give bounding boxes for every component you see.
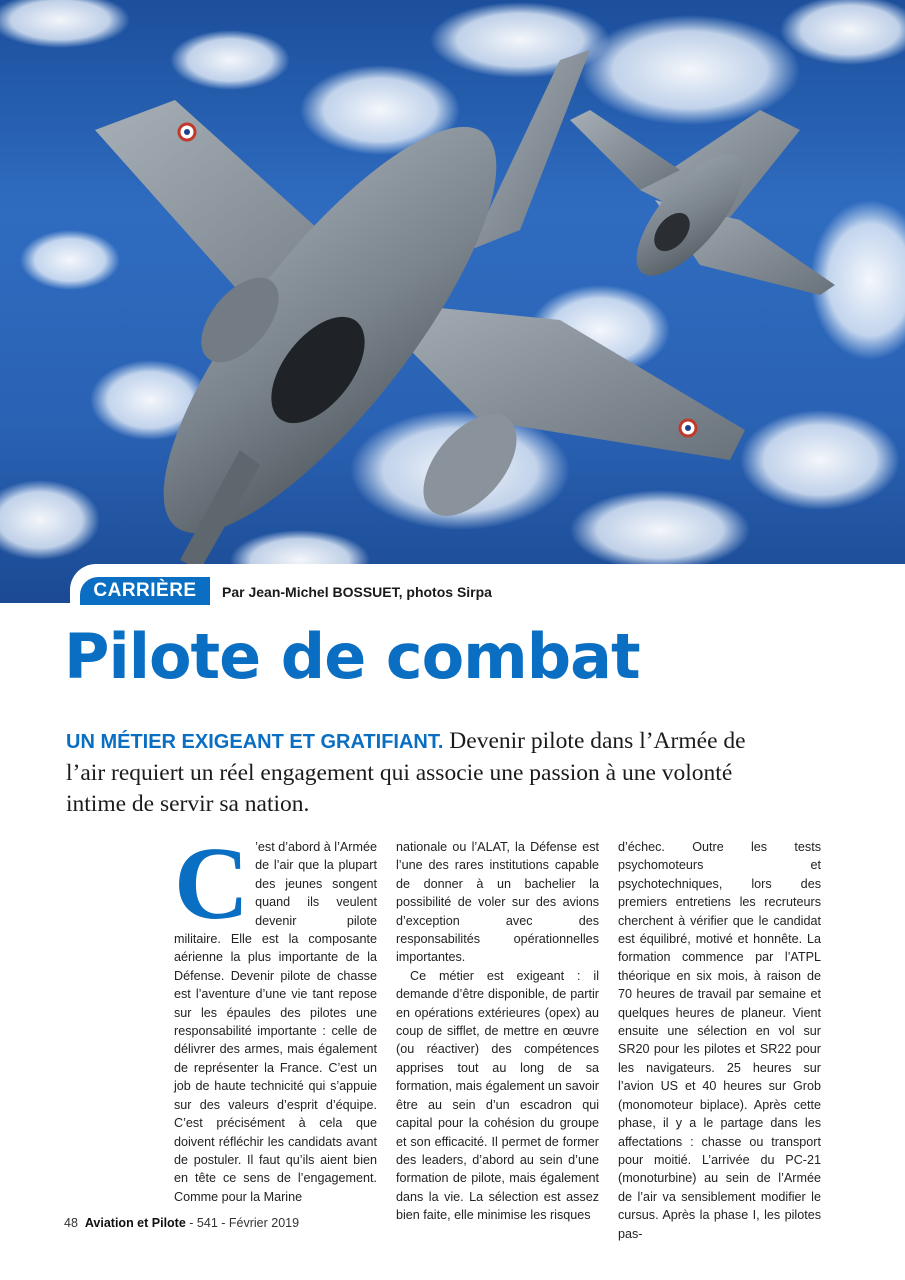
article-standfirst — [66, 726, 786, 820]
body-column-1 — [174, 826, 377, 1206]
column-2-paragraph-2: Ce métier est exigeant : il demande d’être disponible, de partir en opérations extérieures (opex) au coup de sifflet, de mettre en œuvre (ou réactiver) des compétences apprises tout au long de sa formation, mais également un savoir être au sein d’un escadron qui capital pour la cohésion du groupe et son efficacité. Il permet de former des leaders, d’abord au sein d’une formation de pilote, mais également dans la vie. La sélection est assez bien faite, elle minimise les risques — [396, 968, 599, 1223]
hero-photo — [0, 0, 905, 603]
rafale-jets-illustration — [0, 0, 905, 603]
page-footer — [64, 1216, 299, 1230]
column-1-text: ’est d’abord à l’Armée de l’air que la plupart des jeunes songent quand ils veulent devenir pilote militaire. Elle est la composante aérienne la plus importante de la Défense. Devenir pilote de chasse est l’aventure d’une vie tant repose sur les épaules des pilotes une responsabilité importante : celle de délivrer des armes, mais également de représenter la France. C’est un job de haute technicité qui s’appuie sur des valeurs d’esprit d’équipe. C’est précisément à cela que doivent réfléchir les candidats avant de postuler. Il faut qu’ils aient bien en tête ce sens de l’engagement. Comme pour la Marine — [174, 840, 377, 1204]
page-number: 48 — [64, 1216, 78, 1230]
rear-jet — [570, 110, 835, 295]
column-2-paragraph-1: nationale ou l’ALAT, la Défense est l’une des rares institutions capable de donner à un bachelier la possibilité de voler sur des avions d’exception avec des responsabilités opérationnelles importantes. — [396, 840, 599, 965]
article-headline: Pilote de combat — [64, 620, 640, 693]
column-3-text: d’échec. Outre les tests psychomoteurs et psychotechniques, lors des premiers entretiens les recruteurs cherchent à vérifier que le candidat est équilibré, motivé et honnête. La formation commence par l’ATPL théorique en six mois, à raison de 70 heures de travail par semaine et quelques heures de planeur. Vient ensuite une sélection en vol sur SR20 pour les pilotes et SR22 pour les navigateurs. 25 heures sur l’avion US et 40 heures sur Grob (monomoteur biplace). Après cette phase, il y a le partage dans les affectations : chasse ou transport pour moitié. L’arrivée du PC-21 (monoturbine) au sein de l’Armée de l’air va sensiblement modifier le cursus. Après la phase I, les pilotes pas- — [618, 840, 821, 1241]
issue-info: - 541 - Février 2019 — [185, 1216, 300, 1230]
section-tag: CARRIÈRE — [80, 577, 210, 605]
body-column-3 — [618, 838, 821, 1243]
drop-cap: C — [174, 826, 250, 941]
standfirst-kicker: UN MÉTIER EXIGEANT ET GRATIFIANT. — [66, 731, 444, 753]
standfirst-text: Devenir pilote dans l’Armée de l’air requiert un réel engagement qui associe une passion à une volonté intime de servir sa nation. — [66, 728, 746, 817]
magazine-name: Aviation et Pilote — [84, 1216, 186, 1230]
byline: Par Jean-Michel BOSSUET, photos Sirpa — [222, 584, 492, 600]
body-column-2 — [396, 838, 599, 1225]
